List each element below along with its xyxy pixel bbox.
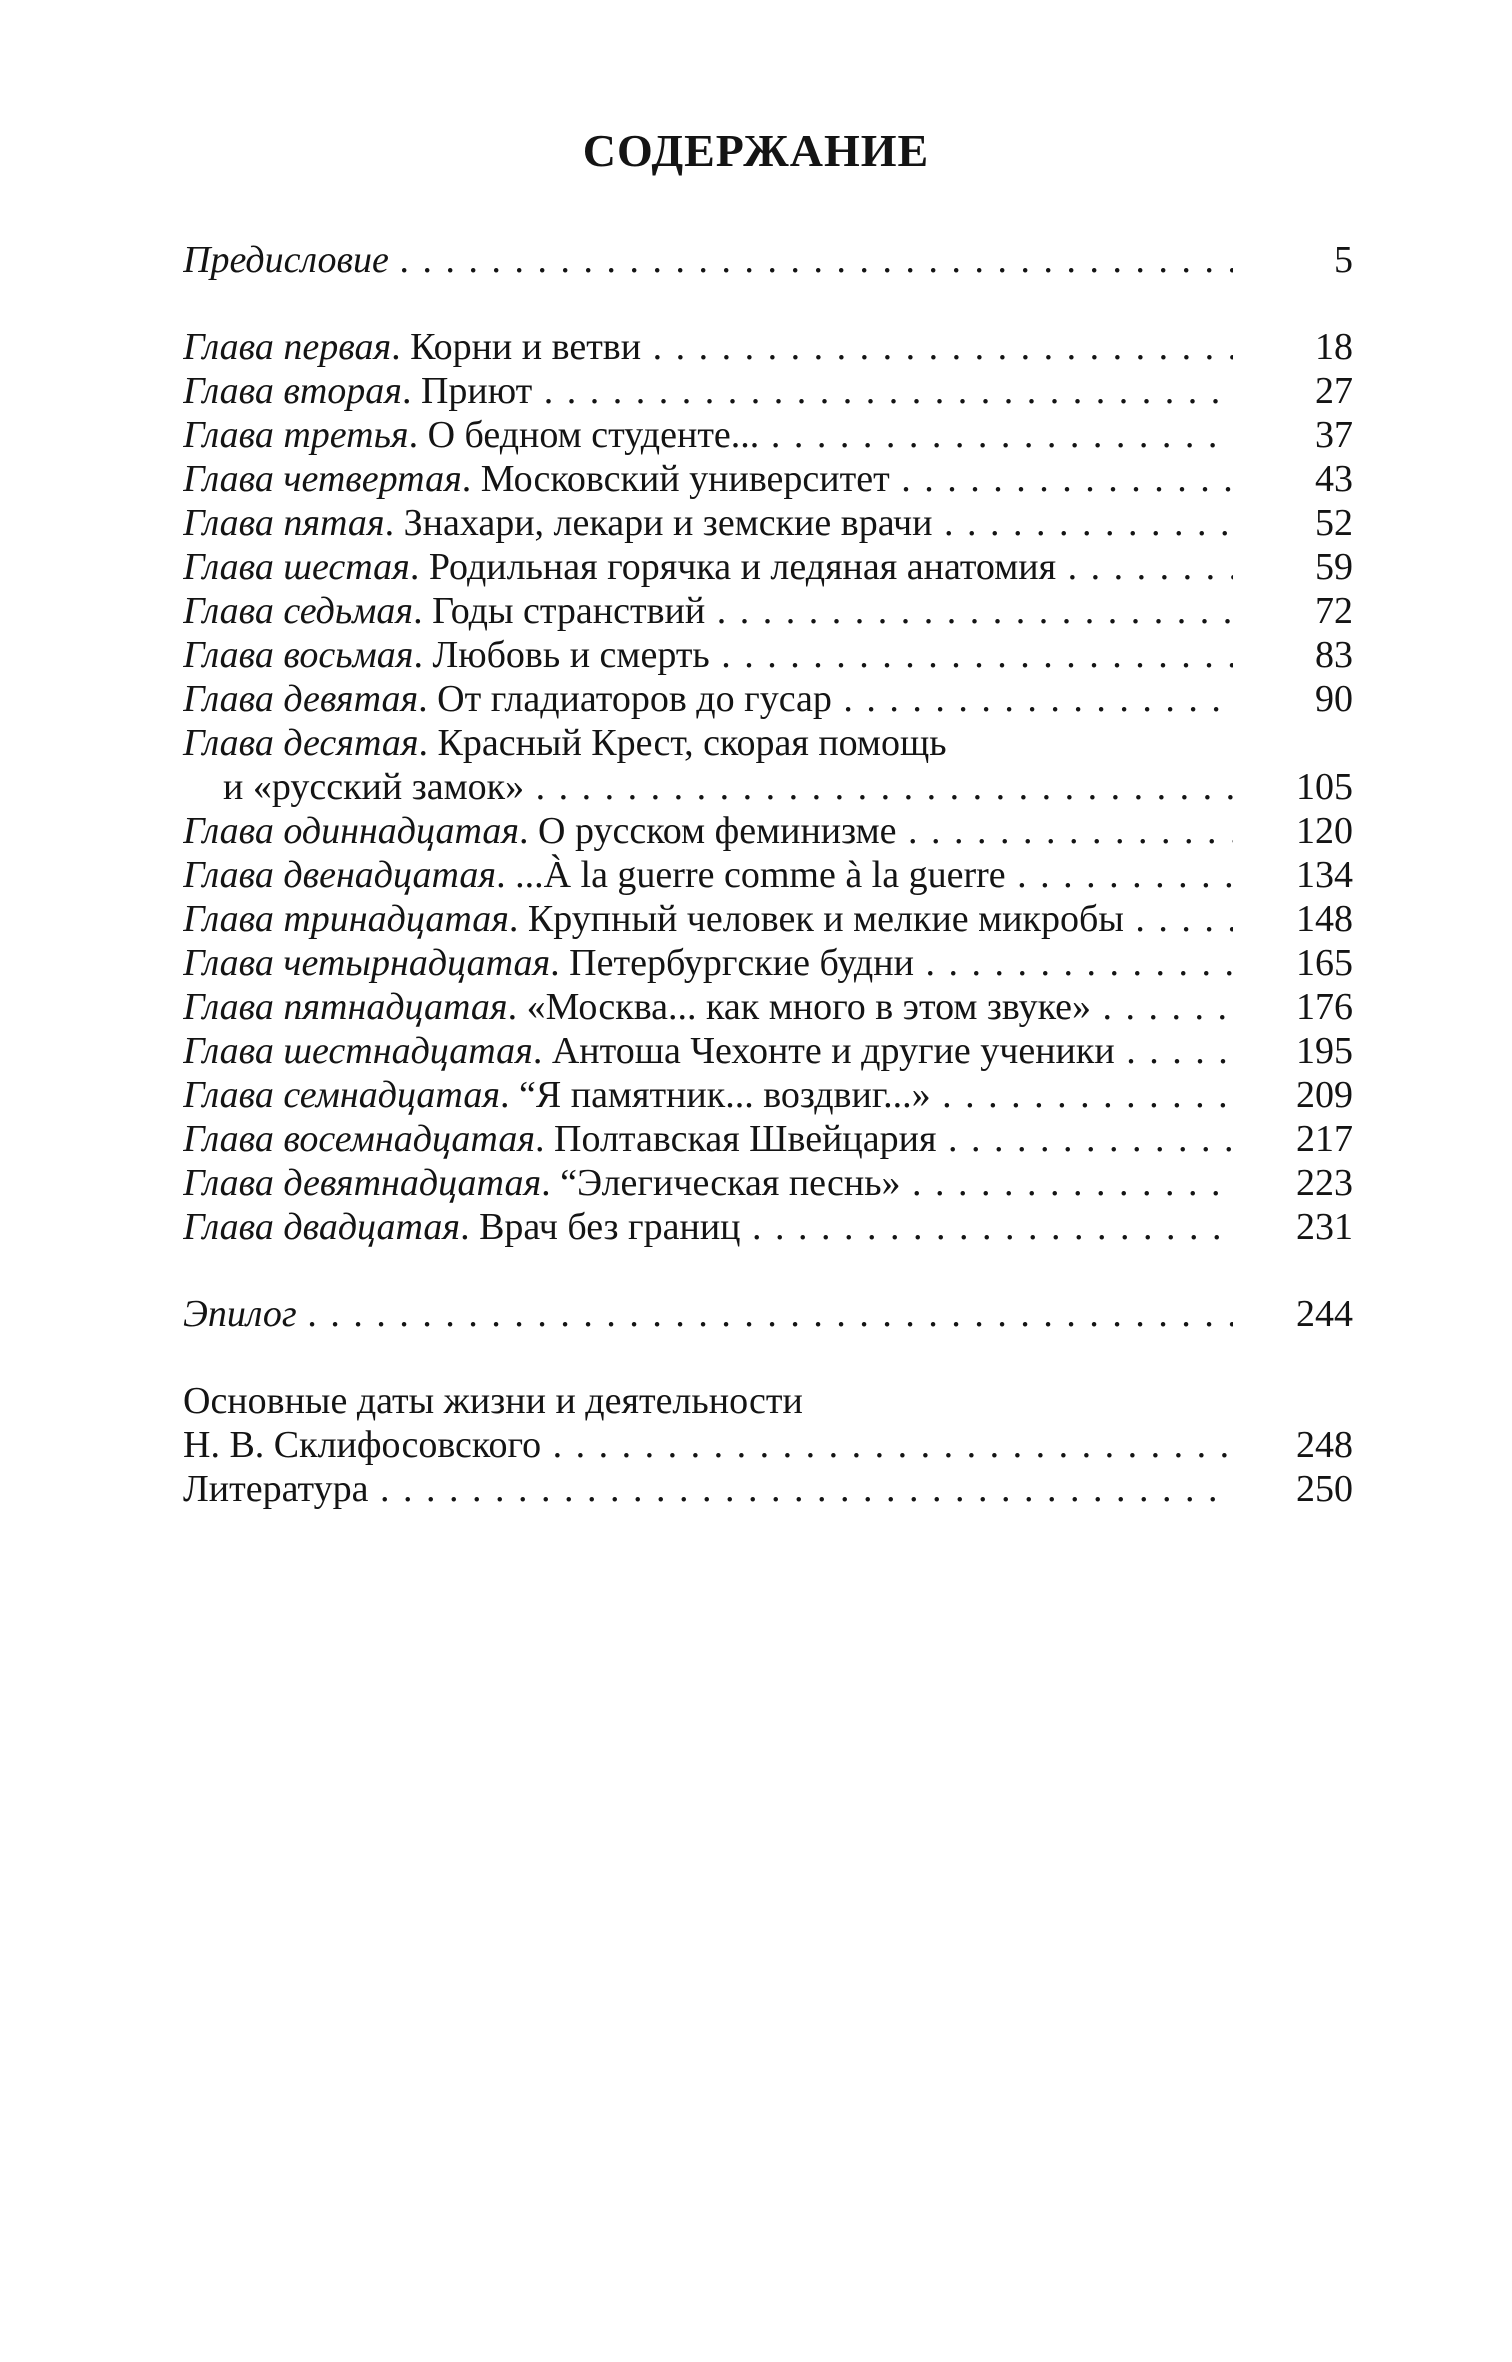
- chapter-title: Приют: [420, 370, 533, 412]
- page-number: 148: [1296, 898, 1353, 940]
- chapter-label: Глава тринадцатая: [183, 898, 509, 940]
- toc-entry-literature: [183, 1467, 1353, 1511]
- page-number: 248: [1296, 1424, 1353, 1466]
- chapter-label: Глава восьмая: [183, 634, 414, 676]
- toc-entry-chapter: Глава третья. О бедном студенте... . . . 37: [183, 413, 1353, 457]
- page-number: 209: [1296, 1074, 1353, 1116]
- chapter-title: Родильная горячка и ледяная анатомия: [428, 546, 1057, 588]
- chapter-title: “Элегическая песнь»: [560, 1162, 901, 1204]
- page-number: 195: [1296, 1030, 1353, 1072]
- chapter-label: Глава одиннадцатая: [183, 810, 520, 852]
- chapter-label: Глава первая: [183, 326, 392, 368]
- page-number: 52: [1315, 502, 1353, 544]
- chapter-label: Глава четвертая: [183, 458, 462, 500]
- page-number: 176: [1296, 986, 1353, 1028]
- chapter-title: Московский университет: [480, 458, 890, 500]
- page-number: 59: [1315, 546, 1353, 588]
- page-number: 105: [1296, 766, 1353, 808]
- toc-entry-chapter: Глава восьмая. Любовь и смерть . . . 83: [183, 633, 1353, 677]
- chapter-label: Глава третья: [183, 414, 409, 456]
- toc-entry-chapter: Глава тринадцатая. Крупный человек и мелкие микробы . . . 148: [183, 897, 1353, 941]
- dates-label: Н. В. Склифосовского . . .: [183, 1423, 1233, 1467]
- chapter-label: Глава пятнадцатая: [183, 986, 508, 1028]
- chapter-title: О бедном студенте...: [427, 414, 760, 456]
- toc-entry-chapter: Глава четырнадцатая. Петербургские будни . . . 165: [183, 941, 1353, 985]
- toc-entry-chapter: Глава четвертая. Московский университет . . . 43: [183, 457, 1353, 501]
- chapter-title-continuation: и «русский замок» . . .: [223, 765, 1233, 809]
- chapter-title: Врач без границ: [479, 1206, 741, 1248]
- chapter-label: Глава девятнадцатая: [183, 1162, 542, 1204]
- chapter-label: Глава вторая: [183, 370, 402, 412]
- preface-label: Предисловие . . .: [183, 238, 1233, 282]
- page-number: 223: [1296, 1162, 1353, 1204]
- chapter-title: Любовь и смерть: [432, 634, 710, 676]
- chapter-label: Глава шестнадцатая: [183, 1030, 533, 1072]
- chapter-title: О русском феминизме: [538, 810, 897, 852]
- chapter-title: Корни и ветви: [410, 326, 642, 368]
- chapter-title: От гладиаторов до гусар: [437, 678, 832, 720]
- toc-entry-chapter: Глава девятнадцатая. “Элегическая песнь» . . . 223: [183, 1161, 1353, 1205]
- toc-entry-chapter-continuation: [183, 765, 1353, 809]
- page-number: 72: [1315, 590, 1353, 632]
- page-title: СОДЕРЖАНИЕ: [582, 125, 930, 176]
- toc-entry-chapter: Глава шестнадцатая. Антоша Чехонте и другие ученики . . . 195: [183, 1029, 1353, 1073]
- page-number: 5: [1334, 239, 1353, 281]
- toc-entry-chapter: Глава двенадцатая. ...À la guerre comme à la guerre . . . 134: [183, 853, 1353, 897]
- chapter-label: Глава седьмая: [183, 590, 414, 632]
- chapter-title: Петербургские будни: [569, 942, 914, 984]
- toc-entry-chapter: Глава седьмая. Годы странствий . . . 72: [183, 589, 1353, 633]
- page-number: 134: [1296, 854, 1353, 896]
- chapter-title: Антоша Чехонте и другие ученики: [551, 1030, 1115, 1072]
- toc-entry-chapter: Глава семнадцатая. “Я памятник... воздвиг...» . . . 209: [183, 1073, 1353, 1117]
- chapter-label: Глава двенадцатая: [183, 854, 497, 896]
- chapter-title: Красный Крест, скорая помощь: [437, 722, 947, 764]
- chapter-label: Глава девятая: [183, 678, 419, 720]
- toc-entry-chapter: Глава одиннадцатая. О русском феминизме . . . 120: [183, 809, 1353, 853]
- toc-entry-chapter: Глава первая. Корни и ветви . . . 18: [183, 325, 1353, 369]
- page-number: 217: [1296, 1118, 1353, 1160]
- literature-label: Литература . . .: [183, 1467, 1233, 1511]
- page-number: 165: [1296, 942, 1353, 984]
- page-number: 37: [1315, 414, 1353, 456]
- toc-entry-epilogue: [183, 1292, 1353, 1336]
- chapter-title: Крупный человек и мелкие микробы: [527, 898, 1124, 940]
- toc-entry-chapter: Глава девятая. От гладиаторов до гусар . . . 90: [183, 677, 1353, 721]
- page-number: 90: [1315, 678, 1353, 720]
- page-number: 43: [1315, 458, 1353, 500]
- page-number: 244: [1296, 1293, 1353, 1335]
- chapter-label: Глава четырнадцатая: [183, 942, 551, 984]
- chapter-title: Полтавская Швейцария: [554, 1118, 937, 1160]
- toc-entry-chapter: Глава пятая. Знахари, лекари и земские врачи . . . 52: [183, 501, 1353, 545]
- epilogue-label: Эпилог . . .: [183, 1292, 1233, 1336]
- page-number: 83: [1315, 634, 1353, 676]
- chapter-title: Годы странствий: [432, 590, 706, 632]
- page-number: 120: [1296, 810, 1353, 852]
- chapter-label: Глава десятая: [183, 722, 419, 764]
- chapter-title: Знахари, лекари и земские врачи: [403, 502, 933, 544]
- page-number: 18: [1315, 326, 1353, 368]
- chapter-label: Глава семнадцатая: [183, 1074, 501, 1116]
- toc-entry-chapter: Глава восемнадцатая. Полтавская Швейцария . . . 217: [183, 1117, 1353, 1161]
- page-number: 231: [1296, 1206, 1353, 1248]
- page-number: 250: [1296, 1468, 1353, 1510]
- chapter-label: Глава восемнадцатая: [183, 1118, 536, 1160]
- chapter-label: Глава пятая: [183, 502, 385, 544]
- page-number: 27: [1315, 370, 1353, 412]
- chapter-title: ...À la guerre comme à la guerre: [515, 854, 1006, 896]
- toc-entry-chapter: Глава пятнадцатая. «Москва... как много в этом звуке» . . . 176: [183, 985, 1353, 1029]
- toc-entry-chapter: Глава вторая. Приют . . . 27: [183, 369, 1353, 413]
- toc-entry-dates-first-line: Основные даты жизни и деятельности: [183, 1380, 803, 1422]
- toc-entry-preface: [183, 238, 1353, 282]
- chapter-label: Глава двадцатая: [183, 1206, 461, 1248]
- toc-entry-chapter: Глава шестая. Родильная горячка и ледяная анатомия . . . 59: [183, 545, 1353, 589]
- toc-entry-chapter: Глава двадцатая. Врач без границ . . . 231: [183, 1205, 1353, 1249]
- toc-entry-dates: [183, 1423, 1353, 1467]
- chapter-title: “Я памятник... воздвиг...»: [519, 1074, 931, 1116]
- chapter-label: Глава шестая: [183, 546, 410, 588]
- chapter-title: «Москва... как много в этом звуке»: [526, 986, 1091, 1028]
- toc-entry-chapter-first-line: Глава десятая. Красный Крест, скорая помощь: [183, 722, 947, 764]
